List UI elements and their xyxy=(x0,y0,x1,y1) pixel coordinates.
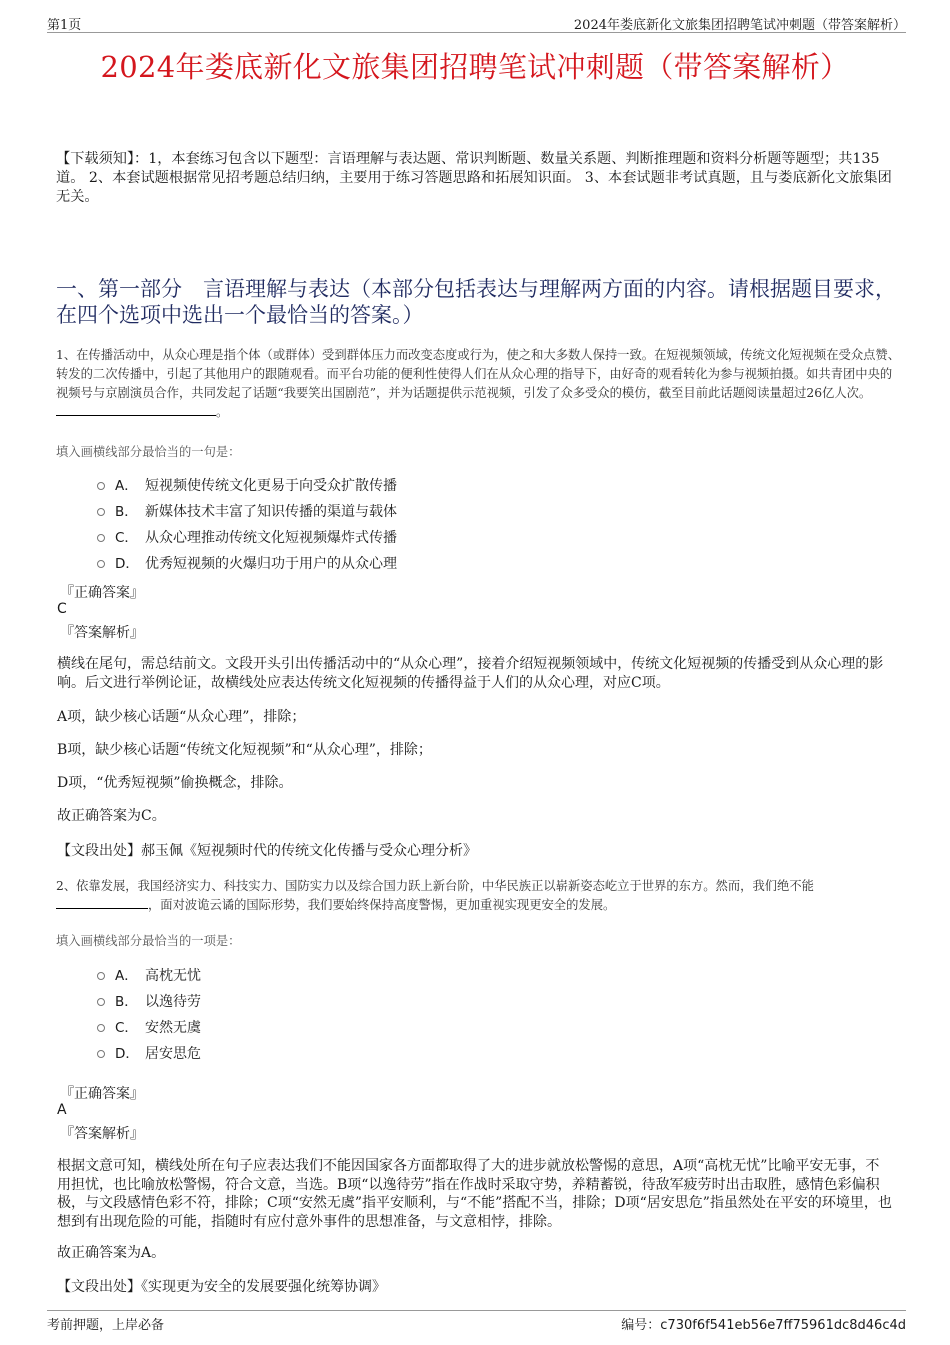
question-1-answer-label: 『正确答案』 xyxy=(60,585,144,601)
question-1-source: 【文段出处】郝玉佩《短视频时代的传统文化传播与受众心理分析》 xyxy=(57,843,477,859)
question-2-analysis-conclusion: 故正确答案为A。 xyxy=(57,1245,166,1261)
footer-slogan: 考前押题，上岸必备 xyxy=(47,1318,165,1333)
radio-icon[interactable] xyxy=(97,1050,105,1058)
question-1-analysis-label: 『答案解析』 xyxy=(60,625,144,641)
question-2-analysis-label: 『答案解析』 xyxy=(60,1126,144,1142)
question-2-stem xyxy=(56,877,901,915)
radio-icon[interactable] xyxy=(97,534,105,542)
option-letter: D． xyxy=(115,556,139,572)
download-notice: 【下载须知】：1，本套练习包含以下题型：言语理解与表达题、常识判断题、数量关系题、判断推理题和资料分析题等题型；共135道。 2、本套试题根据常见招考题总结归纳，主要用于练习答题思路和拓展知识面。 3、本套试题非考试真题，且与娄底新化文旅集团无关。 xyxy=(56,151,892,205)
question-2-stem-rest: ，面对波诡云谲的国际形势，我们要始终保持高度警惕，更加重视实现更安全的发展。 xyxy=(148,898,616,912)
header-rule xyxy=(47,32,906,33)
option-letter: C． xyxy=(115,530,138,546)
option-letter: B． xyxy=(115,504,138,520)
question-2-option-a[interactable] xyxy=(97,967,201,985)
option-letter: A． xyxy=(115,968,138,984)
option-text: 短视频使传统文化更易于向受众扩散传播 xyxy=(145,478,397,494)
option-text: 以逸待劳 xyxy=(145,994,201,1010)
question-1-answer: C xyxy=(57,601,67,617)
question-1-analysis-b: B项，缺少核心话题“传统文化短视频”和“从众心理”，排除； xyxy=(57,742,432,758)
question-2-answer-label: 『正确答案』 xyxy=(60,1086,144,1102)
radio-icon[interactable] xyxy=(97,508,105,516)
question-1-stem-end: 。 xyxy=(216,405,229,419)
option-letter: C． xyxy=(115,1020,138,1036)
option-text: 高枕无忧 xyxy=(145,968,201,984)
question-2-option-d[interactable] xyxy=(97,1045,201,1063)
question-1-analysis-main: 横线在尾句，需总结前文。文段开头引出传播活动中的“从众心理”，接着介绍短视频领域中，传统文化短视频的传播受到从众心理的影响。后文进行举例论证，故横线处应表达传统文化短视频的传播得益于人们的从众心理，对应C项。 xyxy=(57,656,884,691)
question-1-option-d[interactable] xyxy=(97,555,397,573)
question-2-option-c[interactable] xyxy=(97,1019,201,1037)
option-text: 居安思危 xyxy=(145,1046,201,1062)
radio-icon[interactable] xyxy=(97,972,105,980)
question-2-stem-start: 2、依靠发展，我国经济实力、科技实力、国防实力以及综合国力跃上新台阶，中华民族正以崭新姿态屹立于世界的东方。然而，我们绝不能 xyxy=(56,879,814,893)
answer-blank xyxy=(56,896,148,909)
question-2-source: 【文段出处】《实现更为安全的发展要强化统筹协调》 xyxy=(57,1279,386,1295)
answer-blank xyxy=(56,403,216,416)
question-1-stem xyxy=(56,346,901,422)
footer-doc-id: 编号：c730f6f541eb56e7ff75961dc8d46c4d xyxy=(621,1318,906,1333)
radio-icon[interactable] xyxy=(97,560,105,568)
option-letter: A． xyxy=(115,478,138,494)
document-title: 2024年娄底新化文旅集团招聘笔试冲刺题（带答案解析） xyxy=(100,50,850,84)
question-2-analysis-main: 根据文意可知，横线处所在句子应表达我们不能因国家各方面都取得了大的进步就放松警惕的意思，A项“高枕无忧”比喻平安无事，不用担忧，也比喻放松警惕，符合文意，当选。B项“以逸待劳”指在作战时采取守势，养精蓄锐，待敌军疲劳时出击取胜，感情色彩偏积极，与文段感情色彩不符，排除；C项“安然无虞”指平安顺利，与“不能”搭配不当，排除；D项“居安思危”指虽然处在平安的环境里，也想到有出现危险的可能，指随时有应付意外事件的思想准备，与文意相悖，排除。 xyxy=(57,1158,892,1230)
question-1-analysis-d: D项，“优秀短视频”偷换概念，排除。 xyxy=(57,775,293,791)
question-1-analysis-conclusion: 故正确答案为C。 xyxy=(57,808,166,824)
option-text: 新媒体技术丰富了知识传播的渠道与载体 xyxy=(145,504,397,520)
option-letter: D． xyxy=(115,1046,139,1062)
radio-icon[interactable] xyxy=(97,1024,105,1032)
footer-rule xyxy=(47,1310,906,1311)
question-2-answer: A xyxy=(57,1102,67,1118)
question-1-analysis-a: A项，缺少核心话题“从众心理”，排除； xyxy=(57,709,306,725)
radio-icon[interactable] xyxy=(97,482,105,490)
question-1-stem-text: 1、在传播活动中，从众心理是指个体（或群体）受到群体压力而改变态度或行为，使之和大多数人保持一致。在短视频领域，传统文化短视频在受众点赞、转发的二次传播中，引起了其他用户的跟随观看。而平台功能的便利性使得人们在从众心理的指导下，由好奇的观看转化为参与视频拍摄。如共青团中央的视频号与京剧演员合作，共同发起了话题“我要笑出国剧范”，并为话题提供示范视频，引发了众多受众的模仿，截至目前此话题阅读量超过26亿人次。 xyxy=(56,348,901,400)
option-text: 从众心理推动传统文化短视频爆炸式传播 xyxy=(145,530,397,546)
section-heading: 一、第一部分 言语理解与表达（本部分包括表达与理解两方面的内容。请根据题目要求，在四个选项中选出一个最恰当的答案。） xyxy=(56,277,896,327)
question-2-option-b[interactable] xyxy=(97,993,201,1011)
question-1-option-a[interactable] xyxy=(97,477,397,495)
option-text: 优秀短视频的火爆归功于用户的从众心理 xyxy=(145,556,397,572)
radio-icon[interactable] xyxy=(97,998,105,1006)
option-letter: B． xyxy=(115,994,138,1010)
question-1-option-c[interactable] xyxy=(97,529,397,547)
question-1-prompt: 填入画横线部分最恰当的一句是： xyxy=(56,445,241,459)
question-2-prompt: 填入画横线部分最恰当的一项是： xyxy=(56,934,241,948)
option-text: 安然无虞 xyxy=(145,1020,201,1036)
running-header: 2024年娄底新化文旅集团招聘笔试冲刺题（带答案解析） xyxy=(573,18,906,33)
page-number: 第1页 xyxy=(47,18,82,33)
question-1-option-b[interactable] xyxy=(97,503,397,521)
